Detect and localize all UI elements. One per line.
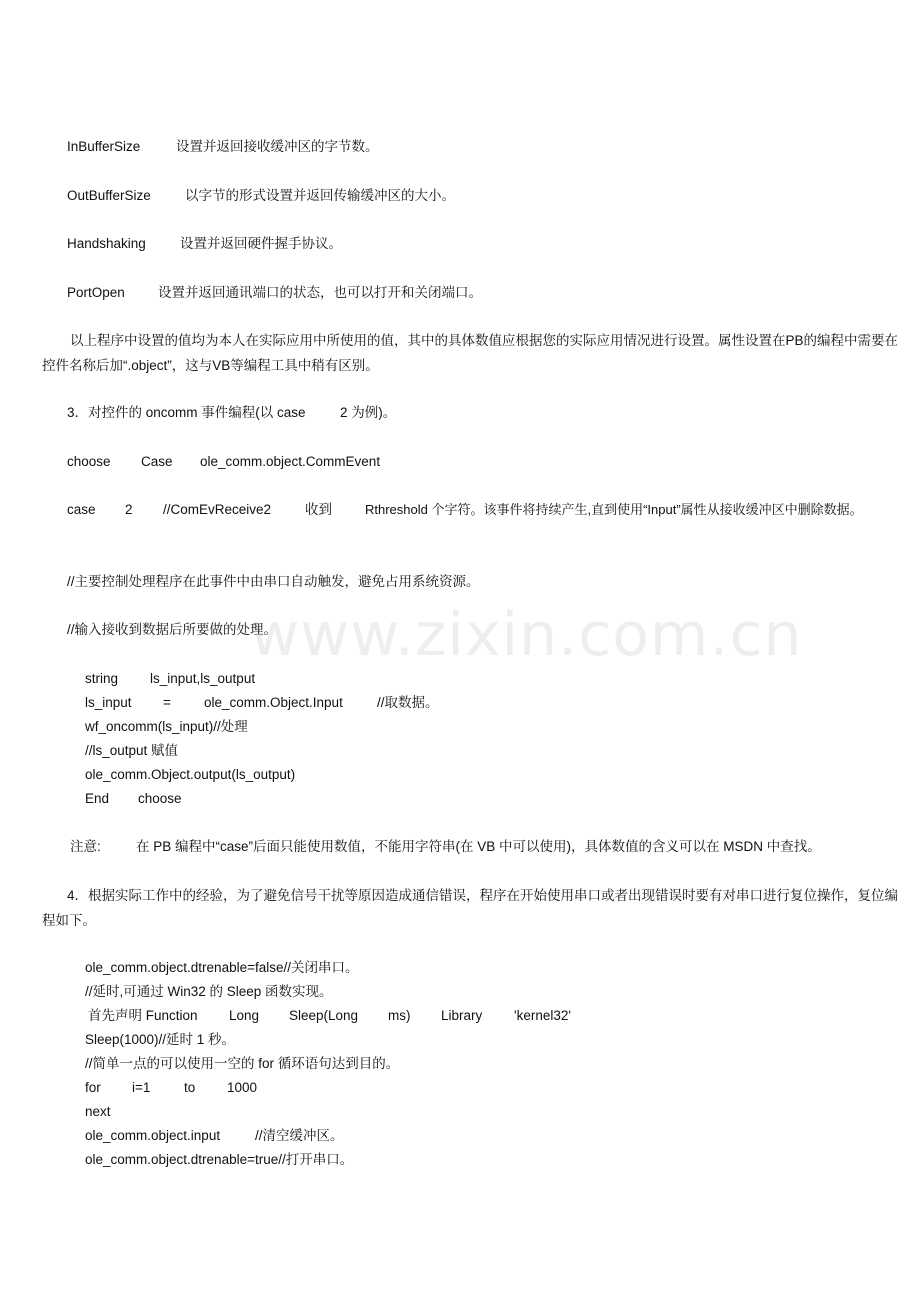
code-line: 首先声明 Function Long Sleep(Long ms) Library 'kernel32' — [88, 1008, 571, 1023]
paragraph: 以上程序中设置的值均为本人在实际应用中所使用的值，其中的具体数值应根据您的实际应用情况进行设置。属性设置在PB的编程中需要在控件名称后加“.object”，这与VB等编程工具中稍有区别。 — [42, 333, 899, 373]
code-line: //延时,可通过 Win32 的 Sleep 函数实现。 — [85, 984, 333, 999]
code-line: for i=1 to 1000 — [85, 1080, 258, 1095]
note-text: 在 PB 编程中“case”后面只能使用数值，不能用字符串(在 VB 中可以使用)，具体数值的含义可以在 MSDN 中查找。 — [136, 839, 821, 854]
prop-name: InBufferSize — [67, 139, 141, 154]
code-line: End choose — [85, 791, 182, 806]
code-line: Sleep(1000)//延时 1 秒。 — [85, 1032, 236, 1047]
prop-row — [67, 137, 379, 157]
code-line: ole_comm.object.input //清空缓冲区。 — [85, 1128, 344, 1143]
code-line: ole_comm.object.dtrenable=true//打开串口。 — [85, 1152, 354, 1167]
code-line: wf_oncomm(ls_input)//处理 — [85, 719, 248, 734]
code-line: next — [85, 1104, 111, 1119]
prop-name: Handshaking — [67, 236, 146, 251]
code-line: //ls_output 赋值 — [85, 743, 179, 758]
paragraph: 4．根据实际工作中的经验，为了避免信号干扰等原因造成通信错误，程序在开始使用串口或者出现错误时要有对串口进行复位操作，复位编程如下。 — [42, 888, 899, 928]
prop-row — [67, 283, 482, 303]
code-line: string ls_input,ls_output — [85, 671, 256, 686]
code-comment: //主要控制处理程序在此事件中由串口自动触发，避免占用系统资源。 — [67, 574, 480, 589]
code-comment: //输入接收到数据后所要做的处理。 — [67, 622, 278, 637]
code-line: ole_comm.Object.output(ls_output) — [85, 767, 296, 782]
section-heading: 3．对控件的 oncomm 事件编程(以 case 2 为例)。 — [67, 405, 397, 420]
code-line: choose Case ole_comm.object.CommEvent — [67, 454, 381, 469]
prop-desc: 设置并返回通讯端口的状态，也可以打开和关闭端口。 — [158, 285, 482, 300]
code-line: ole_comm.object.dtrenable=false//关闭串口。 — [85, 960, 359, 975]
code-line: //简单一点的可以使用一空的 for 循环语句达到目的。 — [85, 1056, 400, 1071]
note — [70, 837, 910, 857]
prop-name: OutBufferSize — [67, 188, 151, 203]
prop-row — [67, 186, 455, 206]
prop-desc: 以字节的形式设置并返回传输缓冲区的大小。 — [185, 188, 455, 203]
watermark: www.zixin.com.cn — [250, 600, 803, 670]
prop-desc: 设置并返回接收缓冲区的字节数。 — [176, 139, 379, 154]
note-label: 注意: — [70, 839, 101, 854]
prop-desc: 设置并返回硬件握手协议。 — [180, 236, 342, 251]
code-line: ls_input = ole_comm.Object.Input //取数据。 — [85, 695, 439, 710]
prop-row — [67, 234, 342, 254]
prop-name: PortOpen — [67, 285, 125, 300]
code-line: case 2 //ComEvReceive2 收到 Rthreshold 个字符。该事件将持续产生,直到使用“Input”属性从接收缓冲区中删除数据。 — [67, 502, 863, 517]
